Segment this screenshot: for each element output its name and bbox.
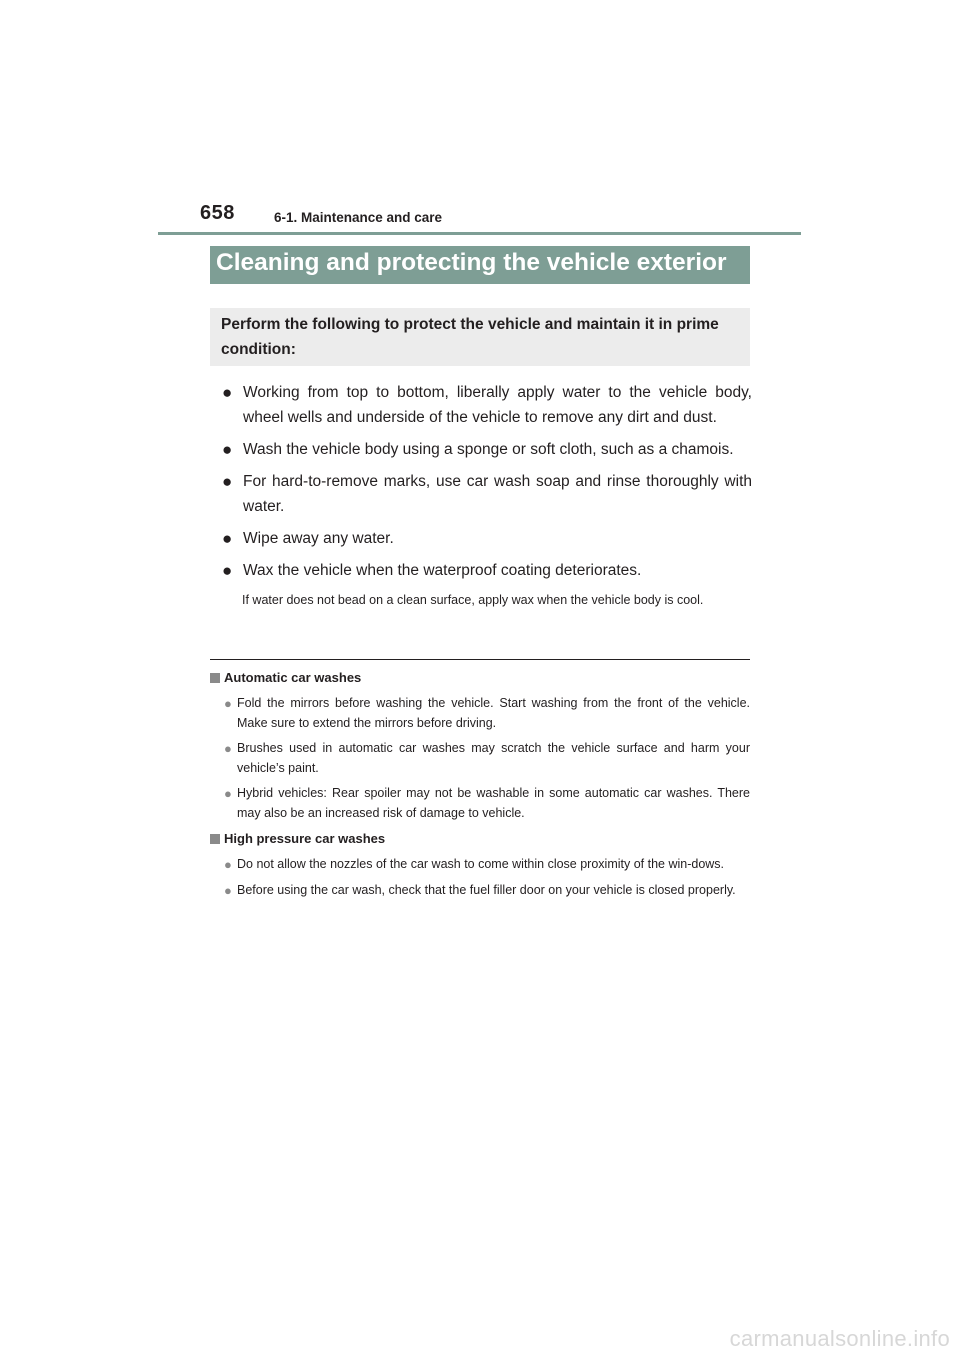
title-bar xyxy=(210,246,750,284)
bullet-icon: ● xyxy=(224,696,232,711)
note-heading-text: Automatic car washes xyxy=(224,670,362,685)
list-item xyxy=(222,380,752,430)
note-heading xyxy=(210,829,750,849)
note-text: Fold the mirrors before washing the vehicle. Start washing from the front of the vehicle. Make sure to extend the mirrors before driving. xyxy=(237,696,750,730)
page-number: 658 xyxy=(200,202,235,224)
steps-list xyxy=(222,380,752,590)
page-header xyxy=(200,202,800,232)
list-item xyxy=(210,784,750,823)
list-item xyxy=(210,739,750,778)
list-item xyxy=(222,469,752,519)
note-list xyxy=(210,855,750,900)
bullet-icon: ● xyxy=(222,472,233,491)
notes-divider xyxy=(210,659,750,660)
bullet-icon: ● xyxy=(222,440,233,459)
square-bullet-icon xyxy=(210,673,220,683)
list-item xyxy=(222,526,752,551)
list-item xyxy=(222,558,752,583)
bullet-icon: ● xyxy=(224,882,232,898)
step-text: Wipe away any water. xyxy=(243,530,394,547)
intro-text: Perform the following to protect the vehicle and maintain it in prime condition: xyxy=(221,316,719,358)
note-heading xyxy=(210,668,750,688)
square-bullet-icon xyxy=(210,834,220,844)
note-text: Hybrid vehicles: Rear spoiler may not be washable in some automatic car washes. There may also be an increased risk of damage to vehicle. xyxy=(237,786,750,820)
step-text: Working from top to bottom, liberally apply water to the vehicle body, wheel wells and underside of the vehicle to remove any dirt and dust. xyxy=(243,384,752,426)
note-heading-text: High pressure car washes xyxy=(224,831,386,846)
bullet-icon: ● xyxy=(224,857,232,872)
list-item xyxy=(222,437,752,462)
note-list xyxy=(210,694,750,823)
wax-note: If water does not bead on a clean surface, apply wax when the vehicle body is cool. xyxy=(242,593,704,607)
header-rule xyxy=(158,232,801,235)
page-title: Cleaning and protecting the vehicle exterior xyxy=(216,249,727,276)
bullet-icon: ● xyxy=(222,529,233,548)
bullet-icon: ● xyxy=(222,383,233,402)
note-text: Brushes used in automatic car washes may scratch the vehicle surface and harm your vehicle’s paint. xyxy=(237,741,750,775)
bullet-icon: ● xyxy=(224,741,232,756)
bullet-icon: ● xyxy=(222,561,233,580)
notes-section xyxy=(210,668,750,906)
list-item xyxy=(210,881,750,901)
list-item xyxy=(210,855,750,875)
note-text: Do not allow the nozzles of the car wash to come within close proximity of the win-dows. xyxy=(237,857,725,871)
intro-box xyxy=(210,308,750,366)
watermark: carmanualsonline.info xyxy=(729,1326,950,1351)
bullet-icon: ● xyxy=(224,786,232,801)
step-text: For hard-to-remove marks, use car wash soap and rinse thoroughly with water. xyxy=(243,473,752,515)
list-item xyxy=(210,694,750,733)
step-text: Wax the vehicle when the waterproof coating deteriorates. xyxy=(243,562,642,579)
section-label: 6-1. Maintenance and care xyxy=(274,210,443,225)
step-text: Wash the vehicle body using a sponge or soft cloth, such as a chamois. xyxy=(243,441,734,458)
note-text: Before using the car wash, check that the fuel filler door on your vehicle is closed properly. xyxy=(237,882,736,897)
